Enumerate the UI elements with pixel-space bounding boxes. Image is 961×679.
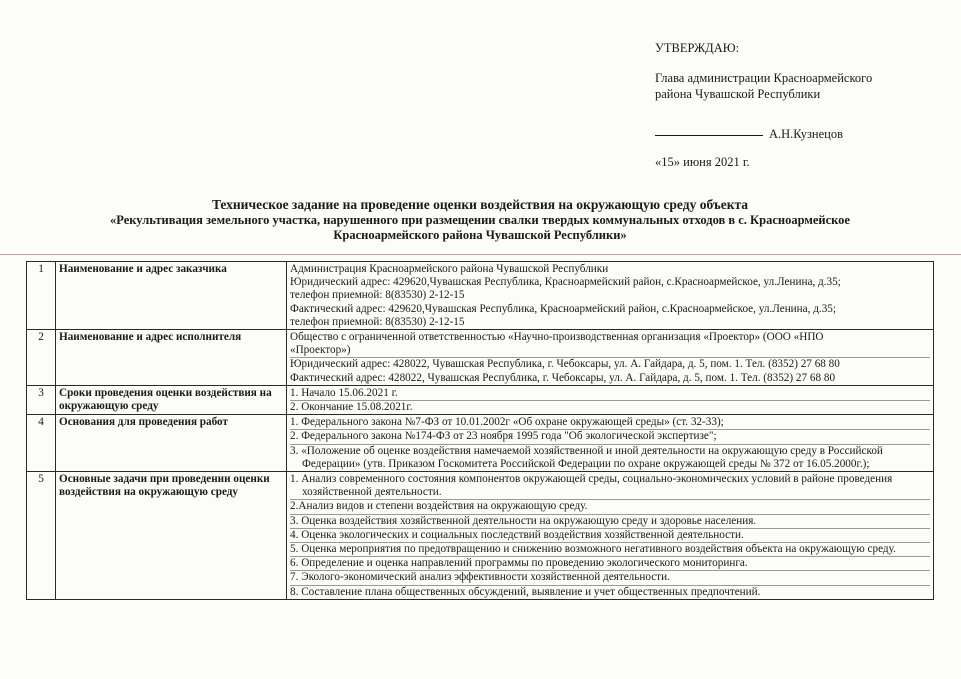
list-item: 1. Начало 15.06.2021 г. bbox=[290, 387, 930, 401]
approval-date: «15» июня 2021 г. bbox=[655, 155, 750, 169]
table-row bbox=[27, 385, 934, 414]
content-line: телефон приемной: 8(83530) 2-12-15 bbox=[290, 315, 465, 328]
list-item: 8. Составление плана общественных обсуждений, выявление и учет общественных предпочтений. bbox=[290, 585, 761, 598]
spec-table bbox=[26, 261, 934, 600]
row-content bbox=[287, 385, 934, 414]
list-item: 6. Определение и оценка направлений программы по проведению экологического мониторинга. bbox=[290, 557, 930, 571]
signer-name: А.Н.Кузнецов bbox=[769, 127, 843, 141]
content-line: Общество с ограниченной ответственностью «Научно-производственная организация «Проектор» (ООО «НПО bbox=[290, 331, 824, 344]
list-item: 1. Федерального закона №7-ФЗ от 10.01.2002г «Об охране окружающей среды» (ст. 32-33); bbox=[290, 416, 930, 430]
content-line: Фактический адрес: 429620,Чувашская Республика, Красноармейский район, с.Красноармейское, ул.Ленина, д.35; bbox=[290, 302, 837, 315]
signature-line bbox=[655, 126, 872, 142]
row-number: 5 bbox=[27, 472, 56, 600]
approval-block bbox=[655, 40, 872, 170]
list-item: 2. Окончание 15.08.2021г. bbox=[290, 401, 413, 414]
title-line-1: Техническое задание на проведение оценки воздействия на окружающую среду объекта bbox=[211, 197, 749, 212]
approve-heading: УТВЕРЖДАЮ: bbox=[655, 41, 740, 55]
document-title bbox=[40, 197, 920, 243]
list-item: 7. Эколого-экономический анализ эффективности хозяйственной деятельности. bbox=[290, 571, 930, 585]
row-label: Основания для проведения работ bbox=[56, 415, 287, 472]
list-item: 2.Анализ видов и степени воздействия на окружающую среду. bbox=[290, 500, 930, 514]
content-list bbox=[290, 416, 930, 471]
content-line: «Проектор») bbox=[290, 344, 351, 357]
table-row bbox=[27, 262, 934, 330]
row-number: 2 bbox=[27, 330, 56, 386]
row-content bbox=[287, 330, 934, 386]
row-content bbox=[287, 415, 934, 472]
row-label: Наименование и адрес исполнителя bbox=[56, 330, 287, 386]
content-line: Юридический адрес: 429620,Чувашская Республика, Красноармейский район, с.Красноармейское, ул.Ленина, д.35; bbox=[290, 276, 841, 289]
list-item: 2. Федерального закона №174-ФЗ от 23 ноября 1995 года "Об экологической экспертизе"; bbox=[290, 430, 930, 444]
table-row bbox=[27, 415, 934, 472]
content-list bbox=[290, 473, 930, 599]
row-content bbox=[287, 262, 934, 330]
list-item: 1. Анализ современного состояния компонентов окружающей среды, социально-экономических условий в районе проведения хозяйственной деятельности. bbox=[290, 473, 930, 500]
title-line-3: Красноармейского района Чувашской Республики» bbox=[333, 228, 627, 242]
separator-line bbox=[0, 254, 961, 255]
list-item: 3. Оценка воздействия хозяйственной деятельности на окружающую среду и здоровье населения. bbox=[290, 515, 930, 529]
list-item: 4. Оценка экологических и социальных последствий воздействия хозяйственной деятельности. bbox=[290, 529, 930, 543]
row-label: Наименование и адрес заказчика bbox=[56, 262, 287, 330]
row-number: 3 bbox=[27, 385, 56, 414]
signer-position-line-2: района Чувашской Республики bbox=[655, 87, 821, 101]
table-row bbox=[27, 330, 934, 386]
title-line-2: «Рекультивация земельного участка, нарушенного при размещении свалки твердых коммунальных отходов в с. Красноармейское bbox=[110, 213, 850, 227]
content-line: телефон приемной: 8(83530) 2-12-15 bbox=[290, 289, 465, 302]
signature-blank bbox=[655, 135, 763, 136]
content-line: Юридический адрес: 428022, Чувашская Республика, г. Чебоксары, ул. А. Гайдара, д. 5, пом. 1. Тел. (8352) 27 68 80 bbox=[290, 357, 930, 371]
table-row bbox=[27, 472, 934, 600]
signer-position-line-1: Глава администрации Красноармейского bbox=[655, 71, 873, 85]
list-item: 3. «Положение об оценке воздействия намечаемой хозяйственной и иной деятельности на окружающую среду в Российской Федерации» (утв. Приказом Госкомитета Российской Федерации по охране окружающей среды № 372 от 16.05.2000г.); bbox=[290, 444, 883, 470]
content-line: Фактический адрес: 428022, Чувашская Республика, г. Чебоксары, ул. А. Гайдара, д. 5, пом. 1. Тел. (8352) 27 68 80 bbox=[290, 371, 836, 384]
row-number: 4 bbox=[27, 415, 56, 472]
row-content bbox=[287, 472, 934, 600]
row-label: Сроки проведения оценки воздействия на окружающую среду bbox=[56, 385, 287, 414]
list-item: 5. Оценка мероприятия по предотвращению и снижению возможного негативного воздействия объекта на окружающую среду. bbox=[290, 543, 930, 557]
content-line: Администрация Красноармейского района Чувашской Республики bbox=[290, 263, 609, 275]
row-number: 1 bbox=[27, 262, 56, 330]
row-label: Основные задачи при проведении оценки воздействия на окружающую среду bbox=[56, 472, 287, 600]
content-list bbox=[290, 387, 930, 414]
